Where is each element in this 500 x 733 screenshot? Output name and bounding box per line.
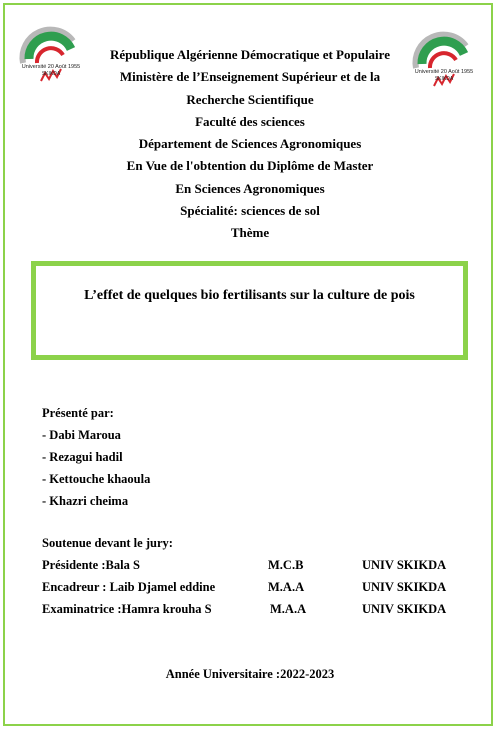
header-field: En Sciences Agronomiques xyxy=(175,180,325,196)
jury-member-university: UNIV SKIKDA xyxy=(362,602,447,616)
jury-member-grade: M.C.B xyxy=(268,558,304,572)
jury-member-university: UNIV SKIKDA xyxy=(362,558,447,572)
jury-row xyxy=(42,602,462,622)
header-diploma: En Vue de l'obtention du Diplôme de Master xyxy=(126,158,374,174)
theme-box xyxy=(31,261,468,360)
academic-year: Année Universitaire :2022-2023 xyxy=(165,667,335,681)
university-logo-left xyxy=(15,23,87,95)
presented-by-section xyxy=(42,402,150,512)
student-name: - Dabi Maroua xyxy=(42,428,121,442)
presented-by-label: Présenté par: xyxy=(42,406,114,420)
thesis-title: L’effet de quelques bio fertilisants sur la culture de pois xyxy=(84,288,415,303)
jury-member-grade: M.A.A xyxy=(270,602,307,616)
jury-row xyxy=(42,558,462,578)
university-logo-icon xyxy=(15,23,87,95)
header-specialty: Spécialité: sciences de sol xyxy=(180,203,320,219)
header-republic: République Algérienne Démocratique et Populaire xyxy=(110,47,390,62)
jury-member-university: UNIV SKIKDA xyxy=(362,580,447,594)
jury-member-name: Présidente :Bala S xyxy=(42,558,140,572)
header-ministry: Ministère de l’Enseignement Supérieur et de la xyxy=(119,69,381,85)
logo-text-2: SKIKDA xyxy=(434,76,454,82)
header-department: Département de Sciences Agronomiques xyxy=(138,136,362,152)
header-faculty: Faculté des sciences xyxy=(195,113,305,129)
logo-text-1: Université 20 Août 1955 xyxy=(414,69,474,75)
logo-text-2: SKIKDA xyxy=(41,71,61,77)
jury-row xyxy=(42,580,462,600)
logo-text-1: Université 20 Août 1955 xyxy=(21,64,81,70)
institution-header xyxy=(90,44,410,245)
header-theme-label: Thème xyxy=(230,225,270,241)
university-logo-icon xyxy=(408,28,480,100)
jury-member-name: Encadreur : Laib Djamel eddine xyxy=(42,580,216,594)
student-name: - Kettouche khaoula xyxy=(42,472,151,486)
jury-member-grade: M.A.A xyxy=(268,580,305,594)
jury-member-name: Examinatrice :Hamra krouha S xyxy=(42,602,212,616)
university-logo-right xyxy=(408,28,480,100)
student-name: - Rezagui hadil xyxy=(42,450,123,464)
student-name: - Khazri cheima xyxy=(42,494,129,508)
header-ministry-cont: Recherche Scientifique xyxy=(186,91,314,107)
jury-label: Soutenue devant le jury: xyxy=(42,536,173,550)
